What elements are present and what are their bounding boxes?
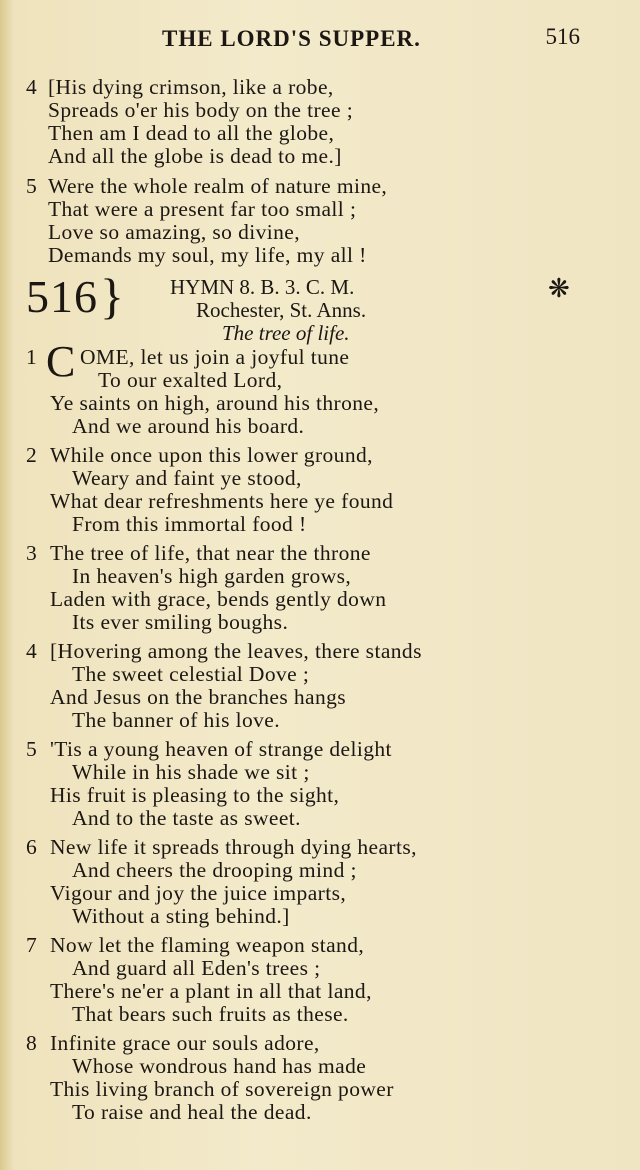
verse-line: [His dying crimson, like a robe, [48,75,334,99]
verse-line: Ye saints on high, around his throne, [50,391,380,415]
verse-line: 'Tis a young heaven of strange delight [50,737,392,761]
verse-line: And we around his board. [72,414,305,438]
verse-line: That bears such fruits as these. [72,1002,349,1026]
verse-line: That were a present far too small ; [48,197,357,221]
verse-line: The tree of life, that near the throne [50,541,371,565]
verse-line: His fruit is pleasing to the sight, [50,783,340,807]
verse-line: Infinite grace our souls adore, [50,1031,320,1055]
section-title: THE LORD'S SUPPER. [162,26,421,51]
verse-number: 5 [26,737,37,761]
verse-line: Its ever smiling boughs. [72,610,289,634]
verse-line: Vigour and joy the juice imparts, [50,881,347,905]
verse-line: Were the whole realm of nature mine, [48,174,388,198]
verse-number: 2 [26,443,37,467]
verse-line: Without a sting behind.] [72,904,290,928]
verse-line: [Hovering among the leaves, there stands [50,639,422,663]
verse-line: New life it spreads through dying hearts, [50,835,417,859]
verse-number: 7 [26,933,37,957]
ornament-icon: ❋ [548,274,570,303]
verse-line: This living branch of sovereign power [50,1077,394,1101]
verse-line: Demands my soul, my life, my all ! [48,243,367,267]
verse-line: There's ne'er a plant in all that land, [50,979,372,1003]
verse-line: In heaven's high garden grows, [72,564,352,588]
running-header [0,22,640,58]
verse-line: What dear refreshments here ye found [50,489,394,513]
verse-line: Laden with grace, bends gently down [50,587,387,611]
verse-line: And to the taste as sweet. [72,806,301,830]
verse-line: While in his shade we sit ; [72,760,310,784]
verse-line: Whose wondrous hand has made [72,1054,367,1078]
drop-cap: C [46,337,76,386]
verse-number: 6 [26,835,37,859]
verse-number: 4 [26,639,37,663]
verse-line: And guard all Eden's trees ; [72,956,321,980]
verse-line: To our exalted Lord, [98,368,283,392]
verse-number: 8 [26,1031,37,1055]
hymn-tunes: Rochester, St. Anns. [196,298,367,322]
verse-line: And all the globe is dead to me.] [48,144,342,168]
hymn-number: 516 [26,271,98,322]
verse-number: 5 [26,174,37,198]
verse-line: While once upon this lower ground, [50,443,373,467]
verse-line: The sweet celestial Dove ; [72,662,310,686]
verse-line: And cheers the drooping mind ; [72,858,357,882]
verse-line: OME, let us join a joyful tune [80,345,350,369]
verse-line: Then am I dead to all the globe, [48,121,335,145]
verse-line: Spreads o'er his body on the tree ; [48,98,354,122]
hymn-brace: } [100,268,124,324]
verse-line: Now let the flaming weapon stand, [50,933,365,957]
verse-line: And Jesus on the branches hangs [50,685,347,709]
hymn-subject: The tree of life. [222,321,350,345]
verse-line: From this immortal food ! [72,512,307,536]
verse-number: 1 [26,345,37,369]
verse-line: Weary and faint ye stood, [72,466,302,490]
hymn-heading: HYMN 8. B. 3. C. M. [170,275,355,299]
verse-line: To raise and heal the dead. [72,1100,312,1124]
verse-line: The banner of his love. [72,708,281,732]
page-number: 516 [545,24,580,49]
verse-number: 4 [26,75,37,99]
verse-number: 3 [26,541,37,565]
verse-line: Love so amazing, so divine, [48,220,301,244]
